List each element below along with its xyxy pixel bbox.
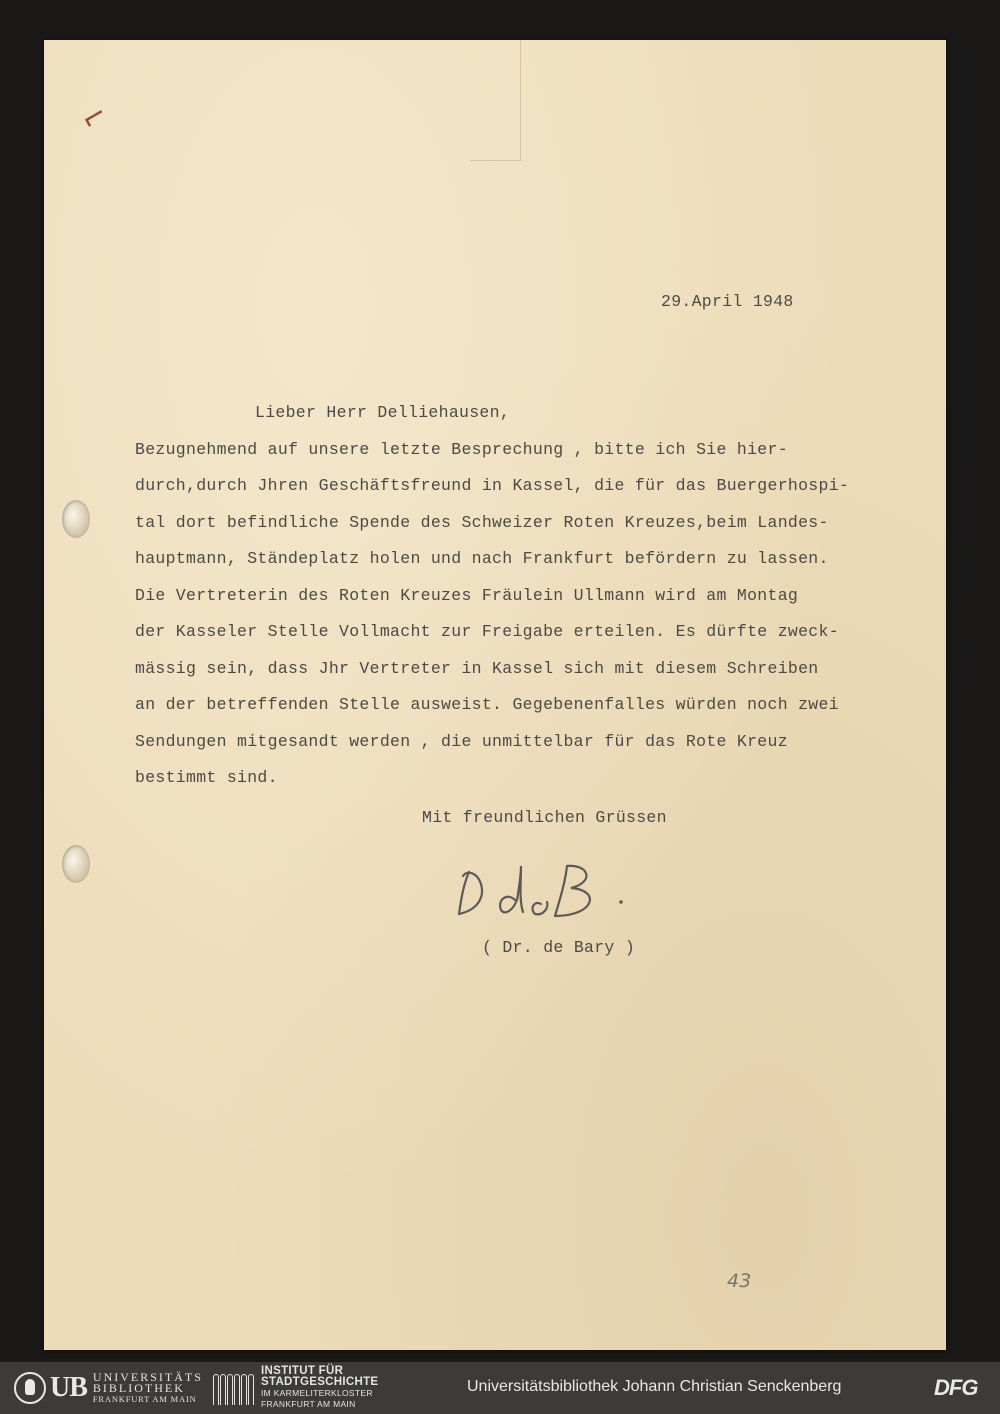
body-line: durch,durch Jhren Geschäftsfreund in Kassel, die für das Buergerhospi- [135, 476, 850, 495]
isg-line: IM KARMELITERKLOSTER [261, 1388, 373, 1398]
letter-salutation: Lieber Herr Delliehausen, [255, 403, 511, 422]
punch-hole [62, 845, 90, 883]
letter-closing: Mit freundlichen Grüssen [422, 808, 667, 827]
arches-icon [213, 1371, 253, 1405]
body-line: an der betreffenden Stelle ausweist. Gegebenenfalles würden noch zwei [135, 695, 839, 714]
institut-stadtgeschichte-logo[interactable] [213, 1365, 379, 1409]
footer-title[interactable]: Universitätsbibliothek Johann Christian Senckenberg [467, 1378, 842, 1395]
ub-mark: UB [50, 1372, 87, 1403]
ub-library-logo[interactable] [14, 1369, 203, 1404]
body-line: hauptmann, Ständeplatz holen und nach Frankfurt befördern zu lassen. [135, 549, 829, 568]
body-line: mässig sein, dass Jhr Vertreter in Kassel sich mit diesem Schreiben [135, 659, 819, 678]
body-line: Bezugnehmend auf unsere letzte Besprechung , bitte ich Sie hier- [135, 440, 788, 459]
body-line: der Kasseler Stelle Vollmacht zur Freigabe erteilen. Es dürfte zweck- [135, 622, 839, 641]
paper-fold-mark [470, 40, 521, 161]
letter-date: 29.April 1948 [661, 292, 794, 311]
viewer-footer [0, 1362, 1000, 1414]
body-line: tal dort befindliche Spende des Schweizer Roten Kreuzes,beim Landes- [135, 513, 829, 532]
isg-line: STADTGESCHICHTE [261, 1376, 379, 1388]
punch-hole [62, 500, 90, 538]
signatory-name: ( Dr. de Bary ) [482, 938, 636, 957]
body-line: Sendungen mitgesandt werden , die unmittelbar für das Rote Kreuz [135, 732, 788, 751]
ub-line: BIBLIOTHEK [92, 1380, 185, 1395]
pencil-mark: ⌐ [74, 96, 115, 139]
page-number: 43 [727, 1270, 752, 1292]
ub-line: UNIVERSITÄTS [92, 1369, 203, 1384]
ub-seal-icon [14, 1372, 46, 1404]
dfg-logo[interactable]: DFG [934, 1375, 978, 1400]
isg-line: INSTITUT FÜR [261, 1365, 344, 1377]
ub-line: FRANKFURT AM MAIN [92, 1393, 197, 1404]
body-line: bestimmt sind. [135, 768, 278, 787]
body-line: Die Vertreterin des Roten Kreuzes Fräulein Ullmann wird am Montag [135, 586, 799, 605]
handwritten-signature [455, 860, 645, 920]
isg-line: FRANKFURT AM MAIN [261, 1399, 356, 1409]
